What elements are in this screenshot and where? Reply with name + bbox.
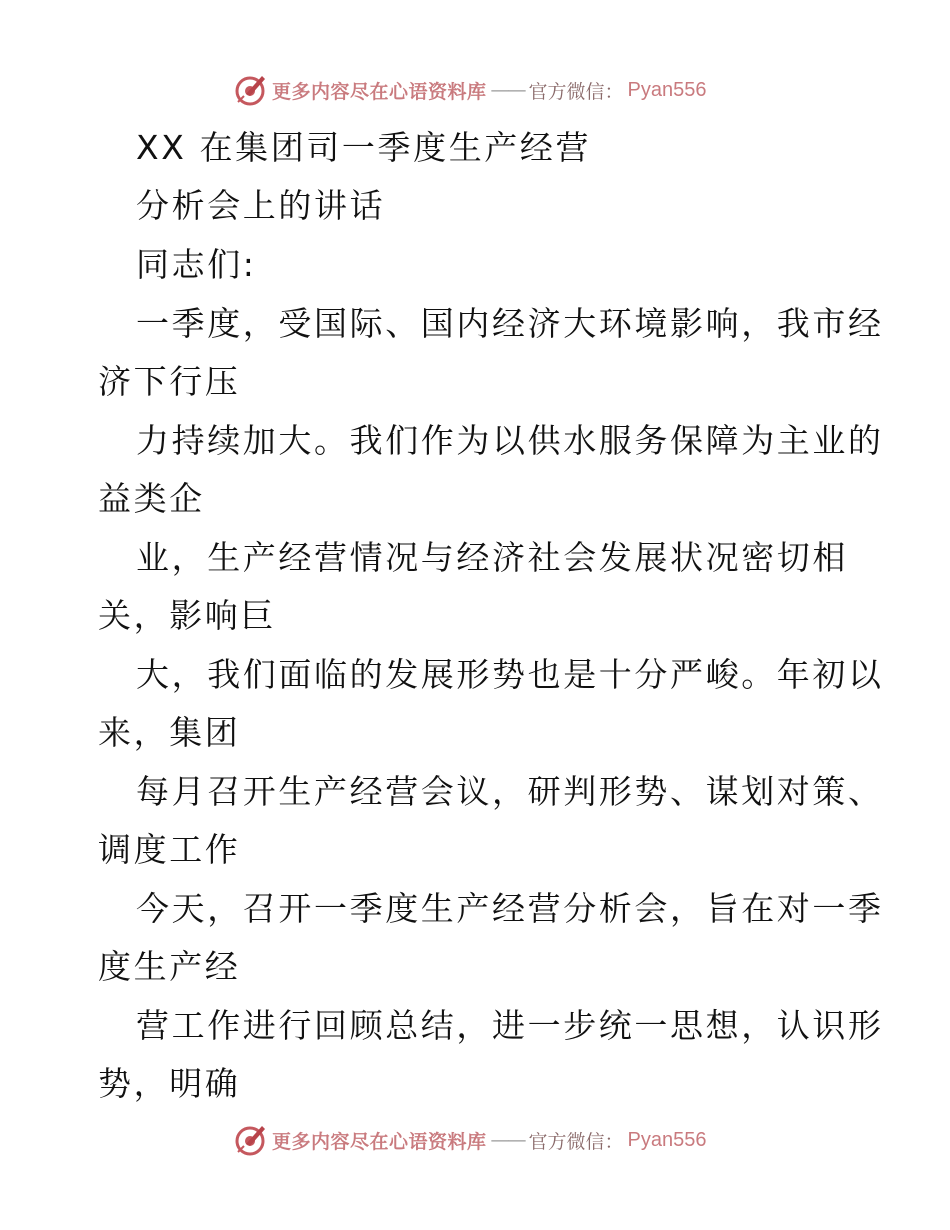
quill-logo-icon bbox=[232, 1122, 268, 1158]
watermark-wechat-label: 官方微信： bbox=[528, 1130, 624, 1153]
paragraph-line: 一季度，受国际、国内经济大环境影响，我市经 bbox=[136, 304, 884, 343]
paragraph-line: 今天，召开一季度生产经营分析会，旨在对一季 bbox=[136, 889, 884, 928]
paragraph-line: 势，明确 bbox=[98, 1064, 241, 1103]
paragraph-line: 来，集团 bbox=[98, 713, 241, 752]
watermark-text: 更多内容尽在心语资料库 bbox=[272, 1130, 487, 1153]
watermark-dash: —— bbox=[490, 1129, 525, 1151]
paragraph-line: 度生产经 bbox=[98, 947, 241, 986]
paragraph-line: 每月召开生产经营会议，研判形势、谋划对策、 bbox=[136, 772, 884, 811]
paragraph-line: 业，生产经营情况与经济社会发展状况密切相 bbox=[136, 538, 848, 577]
paragraph-line: 大，我们面临的发展形势也是十分严峻。年初以 bbox=[136, 655, 884, 694]
watermark-text: 更多内容尽在心语资料库 bbox=[272, 80, 487, 103]
watermark-header bbox=[232, 70, 707, 110]
paragraph-line: 力持续加大。我们作为以供水服务保障为主业的 bbox=[136, 421, 884, 460]
paragraph-line: 营工作进行回顾总结，进一步统一思想，认识形 bbox=[136, 1006, 884, 1045]
salutation: 同志们: bbox=[136, 245, 257, 284]
paragraph-line: 调度工作 bbox=[98, 830, 241, 869]
paragraph-line: 关，影响巨 bbox=[98, 596, 276, 635]
quill-logo-icon bbox=[232, 72, 268, 108]
title-line-1: XX 在集团司一季度生产经营 bbox=[136, 128, 592, 167]
paragraph-line: 益类企 bbox=[98, 479, 205, 518]
paragraph-line: 济下行压 bbox=[98, 362, 241, 401]
watermark-dash: —— bbox=[490, 79, 525, 101]
watermark-wechat-label: 官方微信： bbox=[528, 80, 624, 103]
title-line-2: 分析会上的讲话 bbox=[136, 186, 386, 225]
watermark-wechat-id: Pyan556 bbox=[627, 78, 707, 101]
watermark-wechat-id: Pyan556 bbox=[627, 1128, 707, 1151]
watermark-footer bbox=[232, 1120, 707, 1160]
